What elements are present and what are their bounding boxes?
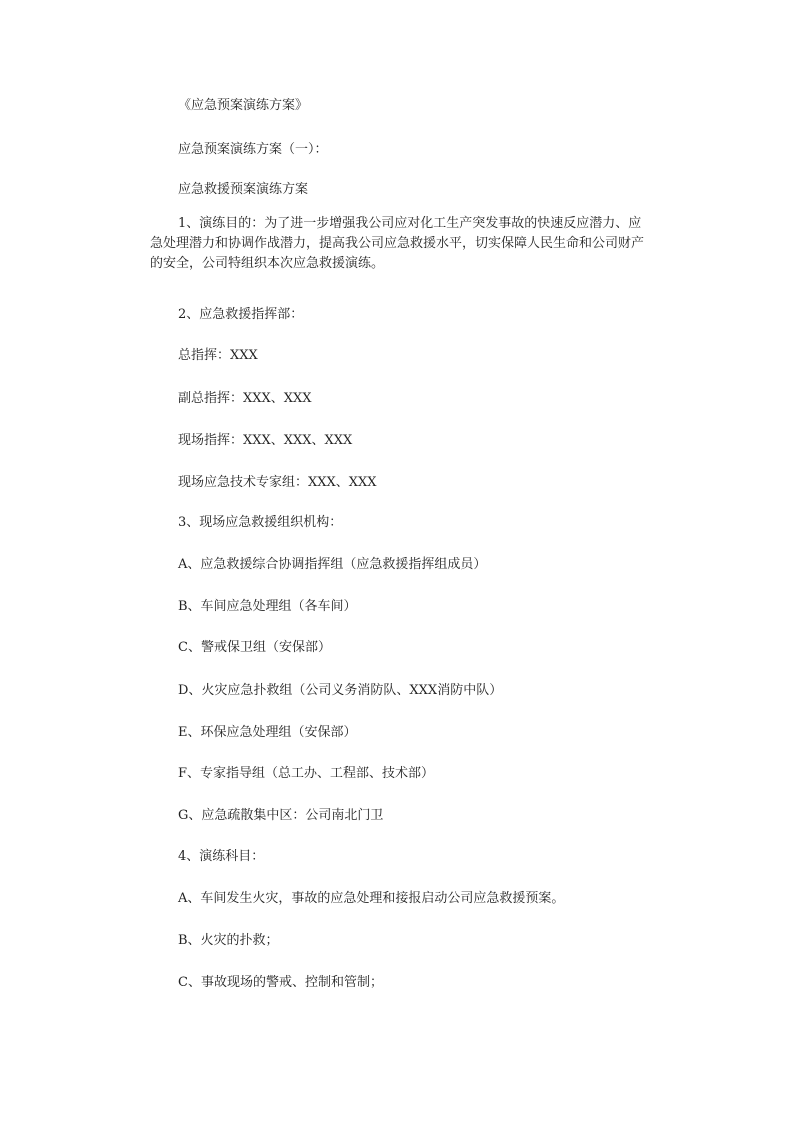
drill-item-a: A、车间发生火灾，事故的应急处理和接报启动公司应急救援预案。 (178, 891, 565, 906)
section-heading: 应急救援预案演练方案 (178, 182, 309, 197)
document-title: 《应急预案演练方案》 (178, 98, 309, 113)
drill-item-c: C、事故现场的警戒、控制和管制； (178, 975, 383, 990)
purpose-paragraph: 1、演练目的：为了进一步增强我公司应对化工生产突发事故的快速反应潜力、应急处理潜力和协调作战潜力，提高我公司应急救援水平，切实保障人民生命和公司财产的安全，公司特组织本次应急救援演练。 (150, 216, 645, 271)
document-subtitle: 应急预案演练方案（一）： (178, 142, 328, 157)
org-item-e: E、环保应急处理组（安保部） (178, 725, 357, 740)
org-item-c: C、警戒保卫组（安保部） (178, 640, 331, 655)
org-item-d: D、火灾应急扑救组（公司义务消防队、XXX消防中队） (178, 683, 503, 698)
org-item-b: B、车间应急处理组（各车间） (178, 599, 357, 614)
drill-subjects-heading: 4、演练科目： (178, 849, 265, 864)
org-item-f: F、专家指导组（总工办、工程部、技术部） (178, 766, 435, 781)
site-commander-line: 现场指挥：XXX、XXX、XXX (178, 433, 353, 448)
organization-heading: 3、现场应急救援组织机构： (178, 515, 343, 530)
deputy-commander-line: 副总指挥：XXX、XXX (178, 391, 312, 406)
command-heading: 2、应急救援指挥部： (178, 307, 304, 322)
expert-group-line: 现场应急技术专家组：XXX、XXX (178, 475, 377, 490)
org-item-a: A、应急救援综合协调指挥组（应急救援指挥组成员） (178, 557, 487, 572)
org-item-g: G、应急疏散集中区：公司南北门卫 (178, 808, 384, 823)
commander-line: 总指挥：XXX (178, 348, 258, 363)
drill-item-b: B、火灾的扑救； (178, 933, 279, 948)
